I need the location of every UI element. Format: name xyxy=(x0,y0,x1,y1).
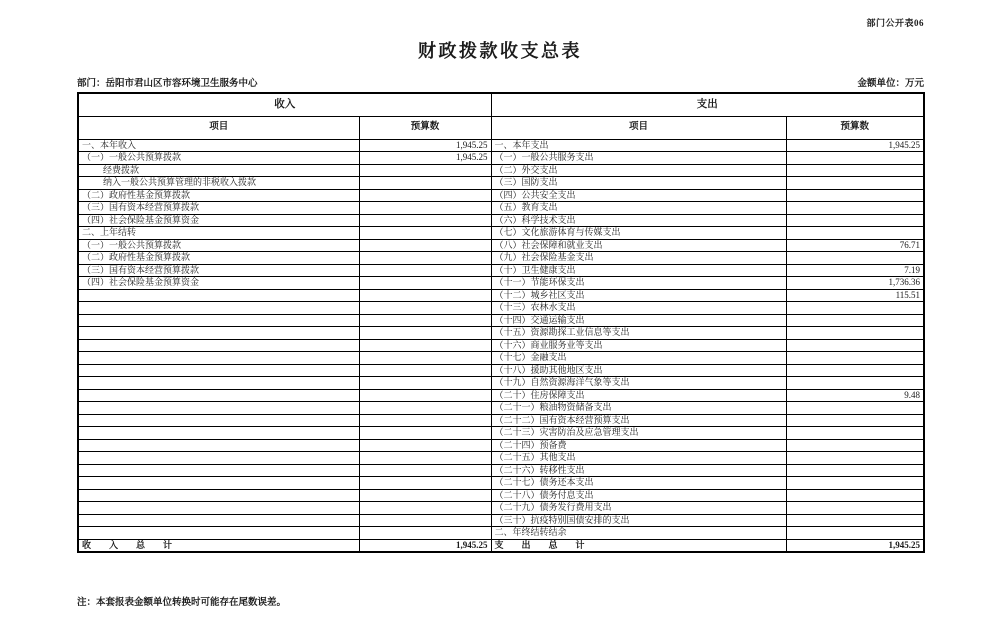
income-item-cell xyxy=(78,439,359,452)
table-row xyxy=(78,227,924,240)
table-row xyxy=(78,402,924,415)
expenditure-item-cell: （十三）农林水支出 xyxy=(491,302,786,315)
budget-table xyxy=(77,92,925,553)
table-row xyxy=(78,389,924,402)
expenditure-item-cell: （十七）金融支出 xyxy=(491,352,786,365)
expenditure-item-cell: （二十六）转移性支出 xyxy=(491,464,786,477)
expenditure-value-cell xyxy=(786,402,924,415)
expenditure-value-cell xyxy=(786,189,924,202)
income-value-cell xyxy=(359,227,491,240)
income-value-cell xyxy=(359,289,491,302)
expenditure-value-cell xyxy=(786,327,924,340)
table-row xyxy=(78,264,924,277)
total-row xyxy=(78,539,924,552)
expenditure-item-cell: （八）社会保障和就业支出 xyxy=(491,239,786,252)
income-item-cell xyxy=(78,489,359,502)
table-row xyxy=(78,527,924,540)
expenditure-value-cell xyxy=(786,502,924,515)
income-value-cell xyxy=(359,489,491,502)
table-row xyxy=(78,314,924,327)
table-row xyxy=(78,302,924,315)
income-value-cell xyxy=(359,264,491,277)
expenditure-value-cell xyxy=(786,514,924,527)
expenditure-item-cell: （二十八）债务付息支出 xyxy=(491,489,786,502)
expenditure-total-label: 支 出 总 计 xyxy=(491,539,786,552)
expenditure-item-cell: （十六）商业服务业等支出 xyxy=(491,339,786,352)
table-row xyxy=(78,214,924,227)
expenditure-item-cell: （十一）节能环保支出 xyxy=(491,277,786,290)
expenditure-item-cell: （十四）交通运输支出 xyxy=(491,314,786,327)
income-item-cell: 二、上年结转 xyxy=(78,227,359,240)
income-value-cell xyxy=(359,214,491,227)
table-row xyxy=(78,352,924,365)
income-item-cell: 一、本年收入 xyxy=(78,139,359,152)
income-item-cell xyxy=(78,402,359,415)
table-row xyxy=(78,489,924,502)
income-value-cell xyxy=(359,377,491,390)
table-row xyxy=(78,364,924,377)
expenditure-item-cell: （二十七）债务还本支出 xyxy=(491,477,786,490)
income-value-cell xyxy=(359,427,491,440)
table-row xyxy=(78,452,924,465)
expenditure-value-cell xyxy=(786,339,924,352)
table-row xyxy=(78,327,924,340)
expenditure-value-cell xyxy=(786,452,924,465)
income-value-cell xyxy=(359,164,491,177)
expenditure-value-cell: 115.51 xyxy=(786,289,924,302)
expenditure-value-header: 预算数 xyxy=(786,116,924,139)
income-value-cell xyxy=(359,502,491,515)
expenditure-item-cell: （四）公共安全支出 xyxy=(491,189,786,202)
column-header-row xyxy=(78,116,924,139)
expenditure-item-cell: （十二）城乡社区支出 xyxy=(491,289,786,302)
income-value-cell xyxy=(359,452,491,465)
income-item-cell xyxy=(78,302,359,315)
income-value-cell: 1,945.25 xyxy=(359,152,491,165)
expenditure-item-cell: （二十九）债务发行费用支出 xyxy=(491,502,786,515)
expenditure-value-cell xyxy=(786,314,924,327)
expenditure-value-cell xyxy=(786,214,924,227)
income-item-cell: （三）国有资本经营预算拨款 xyxy=(78,202,359,215)
table-row xyxy=(78,414,924,427)
income-value-cell xyxy=(359,364,491,377)
income-item-cell xyxy=(78,352,359,365)
income-item-cell: （三）国有资本经营预算拨款 xyxy=(78,264,359,277)
expenditure-item-cell: （十）卫生健康支出 xyxy=(491,264,786,277)
expenditure-value-cell xyxy=(786,464,924,477)
expenditure-value-cell xyxy=(786,152,924,165)
expenditure-value-cell xyxy=(786,302,924,315)
income-value-header: 预算数 xyxy=(359,116,491,139)
expenditure-value-cell xyxy=(786,202,924,215)
income-item-cell: （二）政府性基金预算拨款 xyxy=(78,189,359,202)
expenditure-item-cell: （九）社会保险基金支出 xyxy=(491,252,786,265)
expenditure-item-cell: （一）一般公共服务支出 xyxy=(491,152,786,165)
expenditure-value-cell xyxy=(786,377,924,390)
expenditure-value-cell: 7.19 xyxy=(786,264,924,277)
income-total-label: 收 入 总 计 xyxy=(78,539,359,552)
income-item-cell xyxy=(78,327,359,340)
table-row xyxy=(78,464,924,477)
income-item-cell: （四）社会保险基金预算资金 xyxy=(78,214,359,227)
expenditure-item-cell: （二十二）国有资本经营预算支出 xyxy=(491,414,786,427)
table-row xyxy=(78,514,924,527)
table-row xyxy=(78,277,924,290)
expenditure-value-cell xyxy=(786,252,924,265)
doc-code: 部门公开表06 xyxy=(866,18,924,28)
section-header-row xyxy=(78,93,924,116)
page-title: 财政拨款收支总表 xyxy=(418,41,582,61)
department-label: 部门：岳阳市君山区市容环境卫生服务中心 xyxy=(77,79,258,89)
income-value-cell xyxy=(359,252,491,265)
table-row xyxy=(78,252,924,265)
income-total-value: 1,945.25 xyxy=(359,539,491,552)
income-item-cell xyxy=(78,289,359,302)
unit-label: 金额单位：万元 xyxy=(857,79,924,89)
income-item-cell: （一）一般公共预算拨款 xyxy=(78,239,359,252)
expenditure-item-cell: （二十五）其他支出 xyxy=(491,452,786,465)
income-item-cell: （四）社会保险基金预算资金 xyxy=(78,277,359,290)
table-row xyxy=(78,202,924,215)
income-value-cell xyxy=(359,402,491,415)
expenditure-item-cell: （三）国防支出 xyxy=(491,177,786,190)
expenditure-value-cell xyxy=(786,489,924,502)
table-row xyxy=(78,152,924,165)
expenditure-value-cell: 1,736.36 xyxy=(786,277,924,290)
expenditure-value-cell xyxy=(786,477,924,490)
income-value-cell xyxy=(359,202,491,215)
income-value-cell xyxy=(359,464,491,477)
expenditure-item-cell: 二、年终结转结余 xyxy=(491,527,786,540)
income-item-cell: （一）一般公共预算拨款 xyxy=(78,152,359,165)
table-row xyxy=(78,377,924,390)
expenditure-value-cell xyxy=(786,177,924,190)
income-value-cell xyxy=(359,527,491,540)
income-value-cell xyxy=(359,277,491,290)
meta-line xyxy=(77,75,924,88)
expenditure-item-cell: （十五）资源勘探工业信息等支出 xyxy=(491,327,786,340)
table-row xyxy=(78,477,924,490)
table-row xyxy=(78,502,924,515)
income-item-cell: 经费拨款 xyxy=(78,164,359,177)
expenditure-item-cell: （二）外交支出 xyxy=(491,164,786,177)
income-section-header: 收入 xyxy=(78,93,491,116)
expenditure-item-cell: 一、本年支出 xyxy=(491,139,786,152)
income-value-cell xyxy=(359,239,491,252)
expenditure-item-cell: （三十）抗疫特别国债安排的支出 xyxy=(491,514,786,527)
income-item-cell xyxy=(78,389,359,402)
expenditure-value-cell xyxy=(786,227,924,240)
table-row xyxy=(78,139,924,152)
expenditure-item-cell: （二十一）粮油物资储备支出 xyxy=(491,402,786,415)
income-value-cell xyxy=(359,414,491,427)
income-item-cell xyxy=(78,502,359,515)
expenditure-total-value: 1,945.25 xyxy=(786,539,924,552)
expenditure-value-cell xyxy=(786,352,924,365)
income-value-cell xyxy=(359,339,491,352)
expenditure-item-cell: （七）文化旅游体育与传媒支出 xyxy=(491,227,786,240)
expenditure-item-cell: （十九）自然资源海洋气象等支出 xyxy=(491,377,786,390)
income-value-cell xyxy=(359,514,491,527)
expenditure-item-header: 项目 xyxy=(491,116,786,139)
income-value-cell xyxy=(359,352,491,365)
expenditure-item-cell: （二十）住房保障支出 xyxy=(491,389,786,402)
table-row xyxy=(78,439,924,452)
expenditure-value-cell xyxy=(786,439,924,452)
income-item-cell xyxy=(78,377,359,390)
expenditure-item-cell: （二十三）灾害防治及应急管理支出 xyxy=(491,427,786,440)
income-value-cell xyxy=(359,302,491,315)
income-value-cell xyxy=(359,477,491,490)
expenditure-value-cell: 1,945.25 xyxy=(786,139,924,152)
expenditure-section-header: 支出 xyxy=(491,93,924,116)
income-item-cell xyxy=(78,527,359,540)
income-item-cell xyxy=(78,314,359,327)
income-value-cell xyxy=(359,439,491,452)
income-item-cell: 纳入一般公共预算管理的非税收入拨款 xyxy=(78,177,359,190)
income-value-cell xyxy=(359,327,491,340)
table-row xyxy=(78,189,924,202)
expenditure-item-cell: （十八）援助其他地区支出 xyxy=(491,364,786,377)
income-value-cell xyxy=(359,314,491,327)
expenditure-value-cell xyxy=(786,364,924,377)
expenditure-value-cell: 9.48 xyxy=(786,389,924,402)
expenditure-value-cell: 76.71 xyxy=(786,239,924,252)
income-value-cell xyxy=(359,177,491,190)
table-row xyxy=(78,289,924,302)
income-value-cell: 1,945.25 xyxy=(359,139,491,152)
income-item-cell xyxy=(78,364,359,377)
income-item-cell xyxy=(78,514,359,527)
income-item-cell xyxy=(78,427,359,440)
income-item-cell xyxy=(78,452,359,465)
table-row xyxy=(78,177,924,190)
expenditure-item-cell: （二十四）预备费 xyxy=(491,439,786,452)
income-item-cell xyxy=(78,477,359,490)
expenditure-value-cell xyxy=(786,164,924,177)
income-item-cell xyxy=(78,339,359,352)
income-item-cell: （二）政府性基金预算拨款 xyxy=(78,252,359,265)
table-body xyxy=(78,139,924,552)
table-row xyxy=(78,164,924,177)
table-row xyxy=(78,339,924,352)
income-item-header: 项目 xyxy=(78,116,359,139)
expenditure-value-cell xyxy=(786,427,924,440)
footnote: 注：本套报表金额单位转换时可能存在尾数误差。 xyxy=(77,598,287,608)
income-value-cell xyxy=(359,389,491,402)
expenditure-value-cell xyxy=(786,527,924,540)
table-row xyxy=(78,427,924,440)
expenditure-item-cell: （五）教育支出 xyxy=(491,202,786,215)
expenditure-item-cell: （六）科学技术支出 xyxy=(491,214,786,227)
income-item-cell xyxy=(78,464,359,477)
income-value-cell xyxy=(359,189,491,202)
expenditure-value-cell xyxy=(786,414,924,427)
table-row xyxy=(78,239,924,252)
income-item-cell xyxy=(78,414,359,427)
